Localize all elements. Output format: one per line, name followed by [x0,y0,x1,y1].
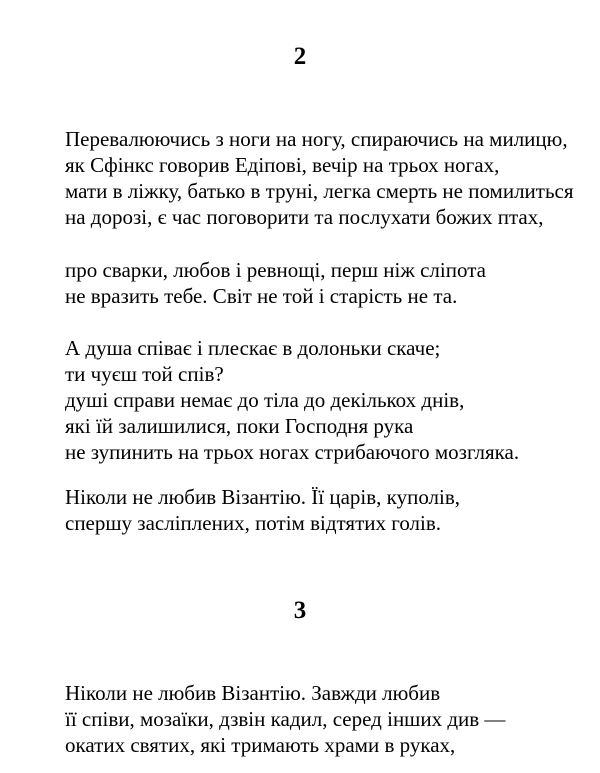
section-number-2: 2 [293,43,307,70]
poem-line: Ніколи не любив Візантію. Її царів, куполів, [65,485,461,509]
section-number-3: 3 [293,597,307,624]
poem-line: ти чуєш той спів? [65,362,224,386]
poem-line: окатих святих, які тримають храми в руках, [65,733,456,757]
stanza [65,126,585,230]
poem-line: А душа співає і плескає в долоньки скаче; [65,336,441,360]
poem-line: її співи, мозаїки, дзвін кадил, серед інших див — [65,707,506,731]
stanza [65,257,585,309]
poem-line: спершу засліплених, потім відтятих голів. [65,511,442,535]
stanza [65,335,585,465]
stanza [65,680,585,758]
poem-line: Ніколи не любив Візантію. Завжди любив [65,681,441,705]
poem-line: не вразить тебе. Світ не той і старість не та. [65,284,458,308]
poem-line: про сварки, любов і ревнощі, перш ніж сліпота [65,258,486,282]
poem-line: на дорозі, є час поговорити та послухати божих птах, [65,205,544,229]
poem-line: душі справи немає до тіла до декількох днів, [65,388,465,412]
poem-line: Перевалюючись з ноги на ногу, спираючись на милицю, [65,127,568,151]
poem-line: мати в ліжку, батько в труні, легка смерть не помилиться [65,179,574,203]
stanza [65,484,585,536]
poem-line: які їй залишилися, поки Господня рука [65,414,414,438]
poem-line: не зупинить на трьох ногах стрибаючого мозгляка. [65,440,520,464]
poem-line: як Сфінкс говорив Едіпові, вечір на трьох ногах, [65,153,500,177]
